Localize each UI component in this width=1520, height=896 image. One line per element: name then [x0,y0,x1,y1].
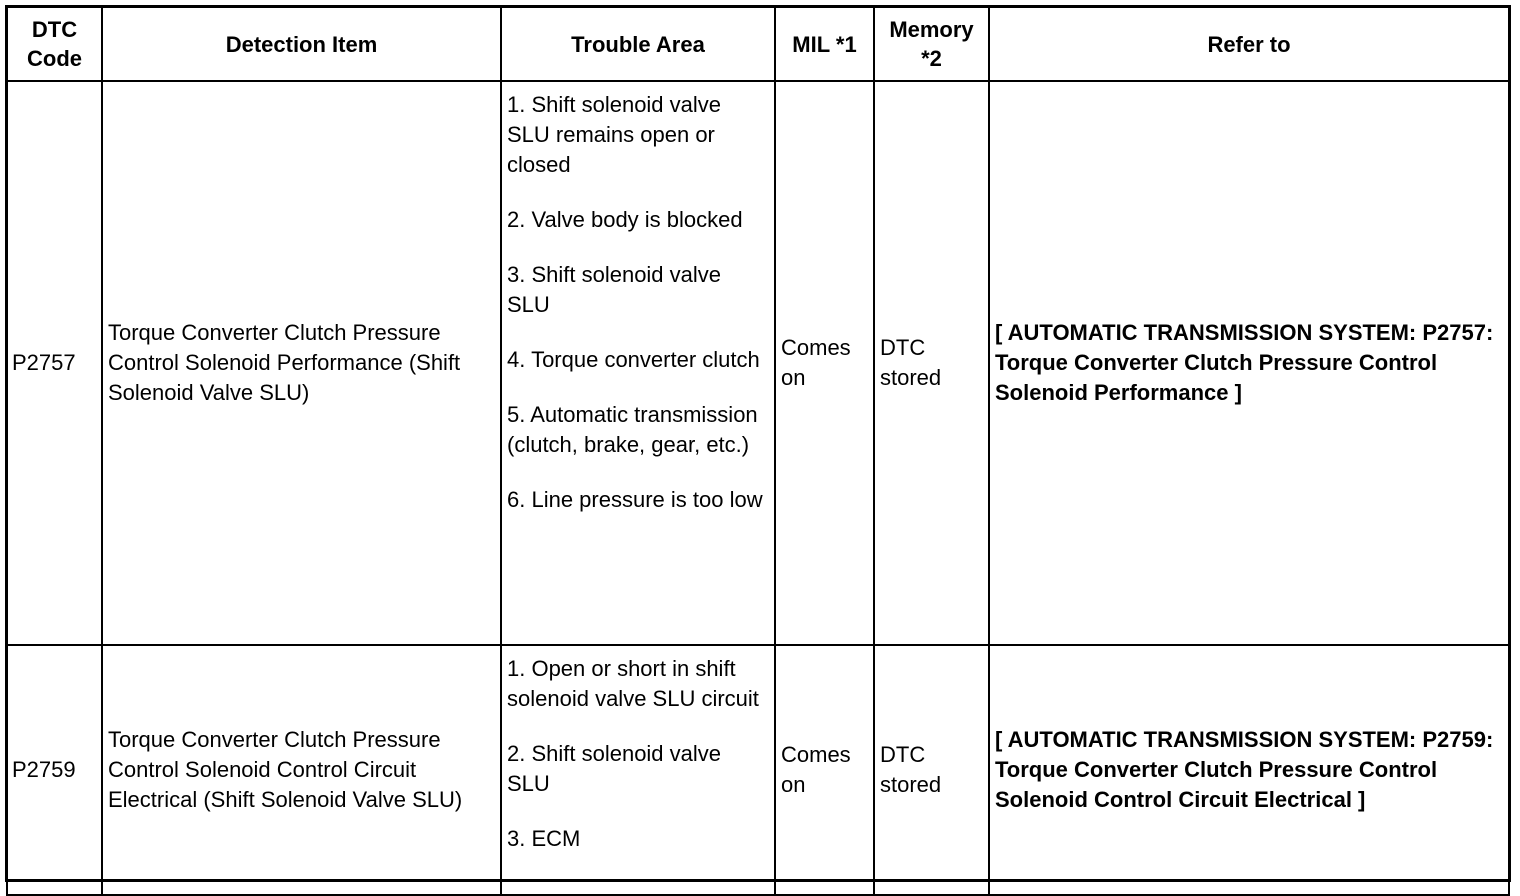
dtc-code-cell: P2759 [7,645,102,895]
dtc-code-cell: P2757 [7,81,102,645]
trouble-area-cell [501,645,775,895]
mil-cell: Comes on [775,81,874,645]
header-refer-to: Refer to [989,7,1509,81]
refer-to-link[interactable]: [ AUTOMATIC TRANSMISSION SYSTEM: P2759: Torque Converter Clutch Pressure Control Solenoid Control Circuit Electrical ] [989,645,1509,895]
trouble-area-item: 3. Shift solenoid valve SLU [507,262,722,317]
trouble-area-item: 5. Automatic transmission (clutch, brake, gear, etc.) [507,402,758,457]
memory-cell: DTC stored [874,645,989,895]
memory-cell: DTC stored [874,81,989,645]
dtc-table [6,6,1510,896]
refer-to-link[interactable]: [ AUTOMATIC TRANSMISSION SYSTEM: P2757: Torque Converter Clutch Pressure Control Solenoid Performance ] [989,81,1509,645]
trouble-area-item: 4. Torque converter clutch [507,347,760,372]
detection-item-cell: Torque Converter Clutch Pressure Control Solenoid Performance (Shift Solenoid Valve SLU) [102,81,501,645]
trouble-area-item: 6. Line pressure is too low [507,487,763,512]
trouble-area-item: 2. Valve body is blocked [507,207,743,232]
trouble-area-cell [501,81,775,645]
header-row [7,7,1509,81]
header-memory: Memory *2 [874,7,989,81]
mil-cell: Comes on [775,645,874,895]
trouble-area-item: 2. Shift solenoid valve SLU [507,741,722,796]
detection-item-cell: Torque Converter Clutch Pressure Control Solenoid Control Circuit Electrical (Shift Solenoid Valve SLU) [102,645,501,895]
header-mil: MIL *1 [775,7,874,81]
trouble-area-item: 3. ECM [507,826,581,851]
header-dtc-code: DTC Code [7,7,102,81]
table-row [7,645,1509,895]
trouble-area-item: 1. Shift solenoid valve SLU remains open or closed [507,92,722,177]
header-detection-item: Detection Item [102,7,501,81]
table-row [7,81,1509,645]
trouble-area-item: 1. Open or short in shift solenoid valve SLU circuit [507,656,759,711]
header-trouble-area: Trouble Area [501,7,775,81]
